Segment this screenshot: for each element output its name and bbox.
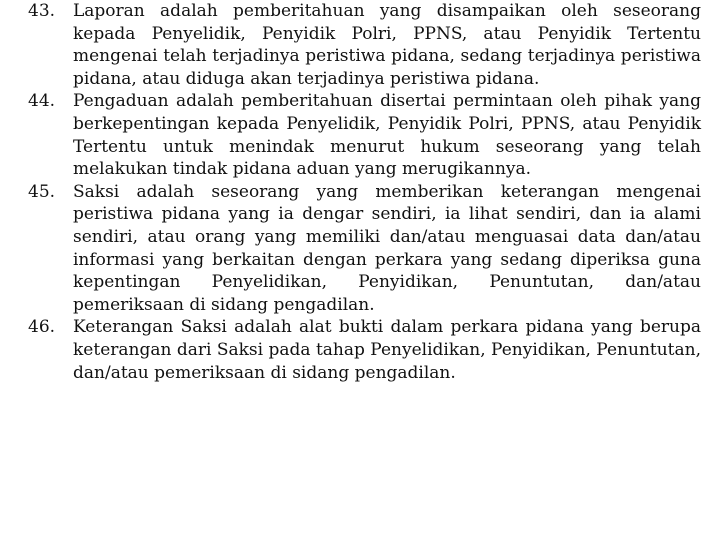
definition-number: 43.	[28, 1, 56, 21]
definition-text: Keterangan Saksi adalah alat bukti dalam perkara pidana yang berupa keterangan dari Saksi pada tahap Penyelidikan, Penyidikan, Penuntutan, dan/atau pemeriksaan di sidang pengadilan.	[73, 317, 701, 383]
definition-item-43	[28, 0, 701, 90]
definition-number: 46.	[28, 317, 56, 338]
definition-number: 45.	[28, 181, 56, 202]
definition-list	[28, 0, 701, 384]
definition-number: 44.	[28, 91, 56, 112]
definition-item-46	[28, 316, 701, 384]
definition-item-45	[28, 181, 701, 317]
definition-text: Pengaduan adalah pemberitahuan disertai permintaan oleh pihak yang berkepentingan kepada Penyelidik, Penyidik Polri, PPNS, atau Penyidik Tertentu untuk menindak menurut hukum seseorang yang telah melakukan tindak pidana aduan yang merugikannya.	[73, 91, 701, 180]
definition-item-44	[28, 90, 701, 180]
definition-text: Saksi adalah seseorang yang memberikan keterangan mengenai peristiwa pidana yang ia dengar sendiri, ia lihat sendiri, dan ia alami sendiri, atau orang yang memiliki dan/atau menguasai data dan/atau informasi yang berkaitan dengan perkara yang sedang diperiksa guna kepentingan Penyelidikan, Penyidikan, Penuntutan, dan/atau pemeriksaan di sidang pengadilan.	[73, 181, 701, 315]
definition-text: Laporan adalah pemberitahuan yang disampaikan oleh seseorang kepada Penyelidik, Penyidik Polri, PPNS, atau Penyidik Tertentu mengenai telah terjadinya peristiwa pidana, sedang terjadinya peristiwa pidana, atau diduga akan terjadinya peristiwa pidana.	[73, 1, 701, 89]
